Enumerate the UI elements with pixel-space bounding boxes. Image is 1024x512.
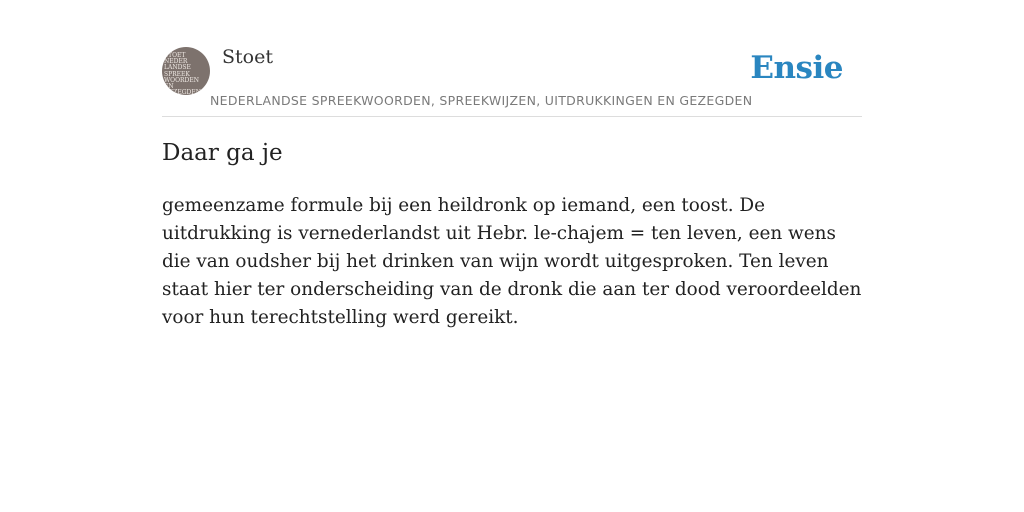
page-container [162, 0, 862, 328]
source-header [162, 0, 862, 117]
ensie-logo[interactable]: Ensie [750, 50, 843, 86]
source-subtitle: NEDERLANDSE SPREEKWOORDEN, SPREEKWIJZEN, UITDRUKKINGEN EN GEZEGDEN [210, 93, 753, 108]
source-name[interactable]: Stoet [222, 46, 273, 68]
entry-title: Daar ga je [162, 140, 283, 166]
entry-definition: gemeenzame formule bij een heildronk op iemand, een toost. De uitdrukking is vernederlandst uit Hebr. le-chajem = ten leven, een wens die van oudsher bij het drinken van wijn wordt uitgesproken. Ten leven staat hier ter onderscheiding van de dronk die aan ter dood veroordeelden voor hun terechtstelling werd gereikt. [162, 195, 862, 328]
avatar-book-cover-text: STOET NEDER LANDSE SPREEK WOORDEN EN GEZEGDEN [164, 52, 201, 95]
source-avatar[interactable] [162, 47, 210, 95]
